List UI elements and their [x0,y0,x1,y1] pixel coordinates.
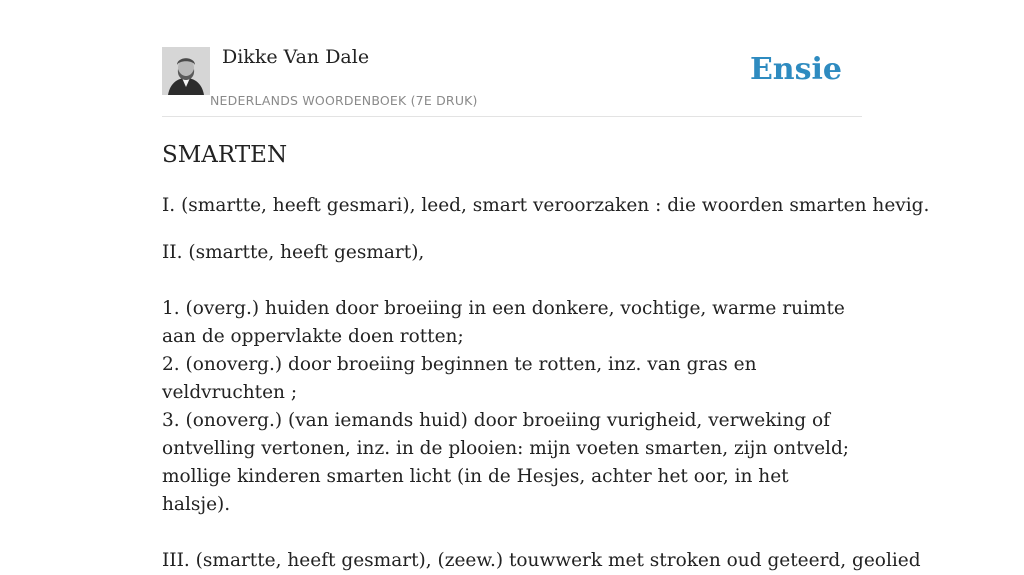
subsense-item: 2. (onoverg.) door broeiing beginnen te rotten, inz. van gras en veldvruchten ; [162,354,757,403]
entry-body [162,192,930,575]
subsense-item: 1. (overg.) huiden door broeiing in een donkere, vochtige, warme ruimte aan de oppervlakte doen rotten; [162,298,845,347]
page-container [162,0,930,571]
entry-title: SMARTEN [162,142,288,168]
source-label[interactable]: NEDERLANDS WOORDENBOEK (7E DRUK) [210,93,478,108]
brand-logo[interactable]: Ensie [749,52,842,87]
author-avatar[interactable] [162,47,210,95]
entry-header [162,0,862,117]
subsense-item: 3. (onoverg.) (van iemands huid) door broeiing vurigheid, verweking of ontvelling vertonen, inz. in de plooien: mijn voeten smarten, zijn ontveld; mollige kinderen smarten licht (in de Hesjes, achter het oor, in het halsje). [162,410,850,515]
sense-3: III. (smartte, heeft gesmart), (zeew.) touwwerk met stroken oud geteerd, geolied [162,550,921,571]
sense-1: I. (smartte, heeft gesmari), leed, smart veroorzaken : die woorden smarten hevig. [162,195,930,216]
sense-2-heading: II. (smartte, heeft gesmart), [162,242,425,263]
portrait-image [162,47,210,95]
sense-2-list [162,295,862,519]
author-name[interactable]: Dikke Van Dale [222,46,370,68]
